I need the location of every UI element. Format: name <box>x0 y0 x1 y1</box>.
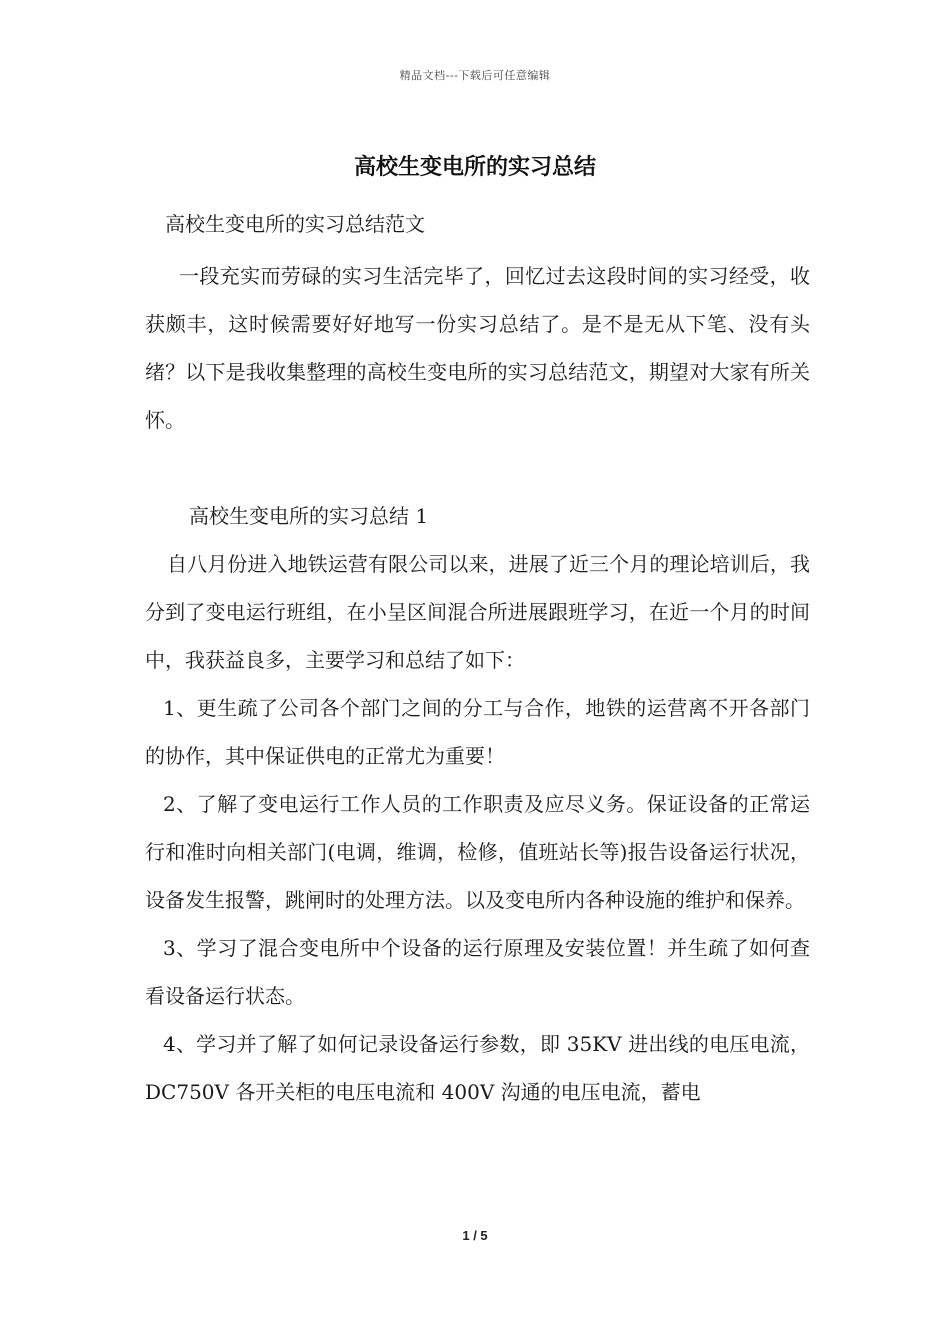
list-item: 1、更生疏了公司各个部门之间的分工与合作，地铁的运营离不开各部门的协作，其中保证供电的正常尤为重要！ <box>145 696 810 768</box>
subtitle: 高校生变电所的实习总结范文 <box>165 212 425 236</box>
document-title: 高校生变电所的实习总结 <box>353 154 596 180</box>
spacer <box>145 444 810 492</box>
total-pages: 5 <box>480 1228 488 1243</box>
paragraph: 自八月份进入地铁运营有限公司以来，进展了近三个月的理论培训后，我分到了变电运行班组，在小呈区间混合所进展跟班学习，在近一个月的时间中，我获益良多，主要学习和总结了如下： <box>145 552 810 672</box>
page-separator: / <box>469 1228 481 1243</box>
section-heading: 高校生变电所的实习总结 1 <box>189 504 429 528</box>
header-note: 精品文档---下载后可任意编辑 <box>399 69 551 82</box>
current-page: 1 <box>462 1228 470 1243</box>
list-item: 4、学习并了解了如何记录设备运行参数，即 35KV 进出线的电压电流，DC750V 各开关柜的电压电流和 400V 沟通的电压电流，蓄电 <box>145 1032 810 1104</box>
list-item: 3、学习了混合变电所中个设备的运行原理及安装位置！并生疏了如何查看设备运行状态。 <box>145 936 810 1008</box>
document-body <box>145 200 810 1116</box>
list-item: 2、了解了变电运行工作人员的工作职责及应尽义务。保证设备的正常运行和准时向相关部门(电调，维调，检修，值班站长等)报告设备运行状况，设备发生报警，跳闸时的处理方法。以及变电所内各种设施的维护和保养。 <box>145 792 810 912</box>
intro-paragraph: 一段充实而劳碌的实习生活完毕了，回忆过去这段时间的实习经受，收获颇丰，这时候需要好好地写一份实习总结了。是不是无从下笔、没有头绪？以下是我收集整理的高校生变电所的实习总结范文，期望对大家有所关怀。 <box>145 264 810 432</box>
page-number <box>0 1228 950 1243</box>
